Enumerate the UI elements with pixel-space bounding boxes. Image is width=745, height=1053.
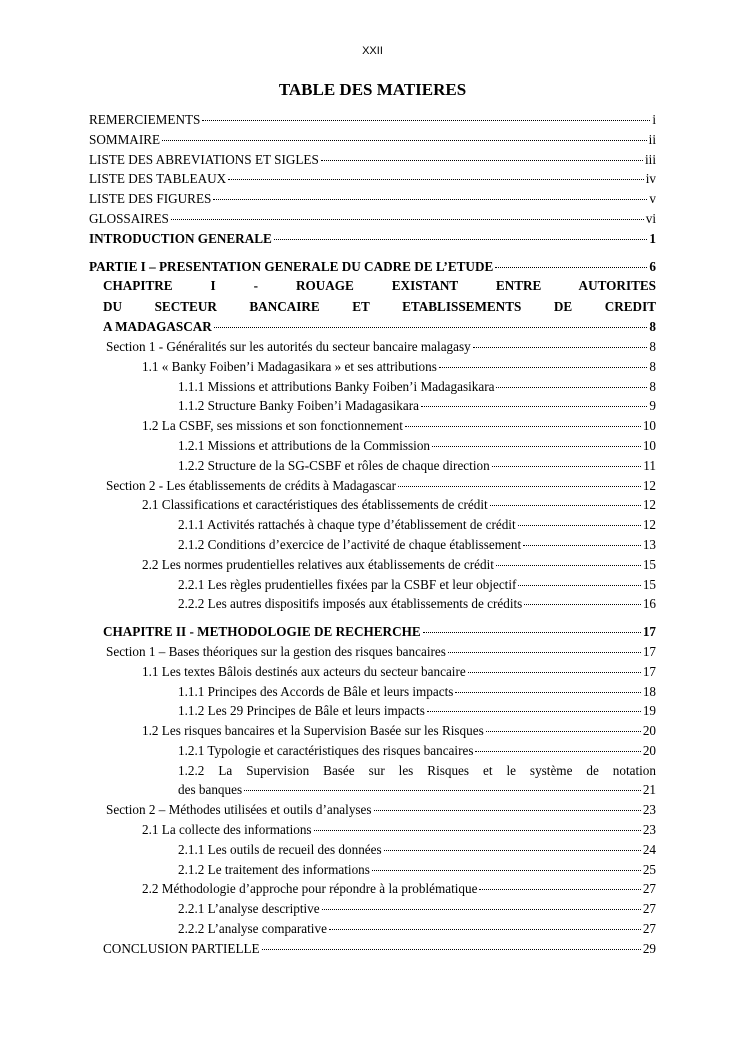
page-number: XXII [362,45,383,57]
toc-entry-sommaire[interactable]: SOMMAIRE ii [89,131,656,147]
toc-entry-subsection[interactable]: 1.2 Les risques bancaires et la Supervision Basée sur les Risques 20 [142,723,656,739]
toc-entry-subsection[interactable]: 2.2 Les normes prudentielles relatives aux établissements de crédit 15 [142,556,656,572]
toc-entry-section[interactable]: Section 2 - Les établissements de crédits à Madagascar 12 [106,477,656,493]
toc-entry-subsubsection[interactable]: 1.1.1 Missions et attributions Banky Foiben’i Madagasikara 8 [178,378,656,394]
toc-entry-subsection[interactable]: 2.1 Classifications et caractéristiques des établissements de crédit 12 [142,497,656,513]
toc-entry-subsubsection[interactable]: 1.1.1 Principes des Accords de Bâle et leurs impacts 18 [178,683,656,699]
toc-title: TABLE DES MATIERES [278,80,467,99]
toc-entry-conclusion[interactable]: CONCLUSION PARTIELLE 29 [103,940,656,956]
toc-entry-subsubsection[interactable]: 2.2.2 L’analyse comparative 27 [178,921,656,937]
toc-entry-section[interactable]: Section 1 – Bases théoriques sur la gestion des risques bancaires 17 [106,643,656,659]
toc-entry-subsection[interactable]: 2.1 La collecte des informations 23 [142,822,656,838]
toc-entry-subsubsection[interactable]: 2.2.1 Les règles prudentielles fixées par la CSBF et leur objectif 15 [178,576,656,592]
toc-entry-introduction[interactable]: INTRODUCTION GENERALE 1 [89,230,656,246]
toc-entry-figures[interactable]: LISTE DES FIGURES v [89,191,656,207]
toc-entry-section[interactable]: Section 2 – Méthodes utilisées et outils d’analyses 23 [106,802,656,818]
toc-entry-section[interactable]: Section 1 - Généralités sur les autorités du secteur bancaire malagasy 8 [106,338,656,354]
toc-entry-subsubsection[interactable]: 1.1.2 Les 29 Principes de Bâle et leurs impacts 19 [178,703,656,719]
chapitre-1-line-3[interactable]: A MADAGASCAR 8 [103,319,656,335]
toc-entry-remerciements[interactable]: REMERCIEMENTS i [89,112,656,127]
toc-entry-subsubsection[interactable]: 1.1.2 Structure Banky Foiben’i Madagasikara 9 [178,398,656,414]
toc-entry-partie-1[interactable]: PARTIE I – PRESENTATION GENERALE DU CADRE DE L’ETUDE 6 [89,258,656,274]
toc-entry-chapitre-2[interactable]: CHAPITRE II - METHODOLOGIE DE RECHERCHE 17 [103,624,656,640]
toc-entry-122-line-1[interactable]: 1.2.2 La Supervision Basée sur les Risques et le système de notation [178,762,656,778]
toc-entry-subsubsection[interactable]: 2.1.2 Conditions d’exercice de l’activité de chaque établissement 13 [178,536,656,552]
toc-entry-subsubsection[interactable]: 2.2.1 L’analyse descriptive 27 [178,901,656,917]
toc-entry-tableaux[interactable]: LISTE DES TABLEAUX iv [89,171,656,187]
table-of-contents [89,110,656,959]
toc-entry-subsubsection[interactable]: 1.2.1 Typologie et caractéristiques des risques bancaires 20 [178,742,656,758]
toc-entry-subsubsection[interactable]: 2.1.1 Les outils de recueil des données 24 [178,841,656,857]
toc-entry-122-line-2[interactable]: des banques 21 [178,782,656,798]
chapitre-1-line-2[interactable]: DU SECTEUR BANCAIRE ET ETABLISSEMENTS DE CREDIT [103,298,656,314]
toc-entry-subsection[interactable]: 1.2 La CSBF, ses missions et son fonctionnement 10 [142,418,656,434]
toc-entry-subsection[interactable]: 1.1 « Banky Foiben’i Madagasikara » et ses attributions 8 [142,358,656,374]
toc-entry-subsubsection[interactable]: 2.1.2 Le traitement des informations 25 [178,861,656,877]
chapitre-1-line-1[interactable]: CHAPITRE I - ROUAGE EXISTANT ENTRE AUTORITES [103,278,656,294]
toc-entry-subsection[interactable]: 1.1 Les textes Bâlois destinés aux acteurs du secteur bancaire 17 [142,663,656,679]
toc-entry-glossaires[interactable]: GLOSSAIRES vi [89,210,656,226]
toc-entry-subsubsection[interactable]: 1.2.1 Missions et attributions de la Commission 10 [178,437,656,453]
toc-entry-abreviations[interactable]: LISTE DES ABREVIATIONS ET SIGLES iii [89,151,656,167]
toc-entry-subsubsection[interactable]: 1.2.2 Structure de la SG-CSBF et rôles de chaque direction 11 [178,457,656,473]
toc-entry-subsubsection[interactable]: 2.2.2 Les autres dispositifs imposés aux établissements de crédits 16 [178,596,656,612]
toc-entry-subsubsection[interactable]: 2.1.1 Activités rattachés à chaque type d’établissement de crédit 12 [178,517,656,533]
toc-entry-subsection[interactable]: 2.2 Méthodologie d’approche pour répondre à la problématique 27 [142,881,656,897]
